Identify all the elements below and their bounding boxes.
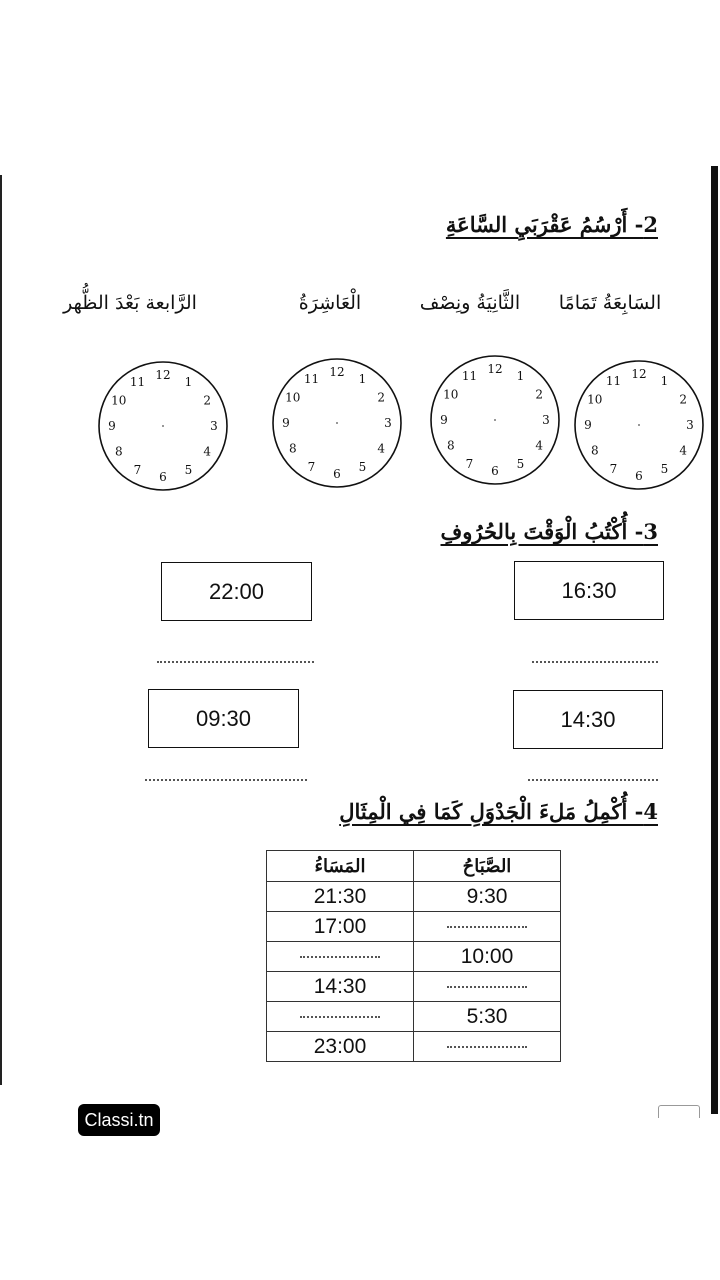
header-evening: المَسَاءُ: [267, 851, 414, 882]
brand-logo: Classi.tn: [78, 1104, 160, 1136]
clock-label-2: الثَّانِيَةُ ونِصْف: [419, 292, 521, 314]
blank-morning-cell[interactable]: [414, 972, 561, 1002]
clock-label-1: السَابِعَةُ تَمَامًا: [558, 292, 662, 314]
clock-number: 3: [384, 416, 392, 430]
cell-morning: 9:30: [414, 882, 561, 912]
answer-dots: [447, 926, 527, 928]
clock-number: 6: [333, 467, 341, 481]
table-row: [267, 882, 561, 912]
cell-evening: 14:30: [267, 972, 414, 1002]
clock-center: [336, 422, 338, 424]
clock-number: 1: [516, 368, 525, 383]
cell-evening: 21:30: [267, 882, 414, 912]
clock-number: 9: [440, 413, 448, 427]
clock-number: 12: [155, 368, 171, 382]
clock-number: 4: [679, 443, 688, 458]
table-row: [267, 1002, 561, 1032]
clock-center: [638, 424, 640, 426]
clock-number: 12: [631, 367, 647, 381]
clock-number: 5: [358, 460, 367, 475]
cell-evening: 23:00: [267, 1032, 414, 1062]
blank-evening-cell[interactable]: [267, 1002, 414, 1032]
clock-number: 4: [203, 444, 212, 459]
clock-number: 8: [114, 444, 123, 459]
answer-line-2[interactable]: [157, 661, 314, 663]
blank-evening-cell[interactable]: [267, 942, 414, 972]
clock-number: 1: [184, 374, 193, 389]
answer-line-4[interactable]: [145, 779, 307, 781]
clock-number: 1: [660, 373, 669, 388]
clock-number: 11: [129, 374, 146, 389]
clock-number: 4: [377, 441, 386, 456]
clock-number: 7: [609, 462, 618, 477]
clock-number: 8: [446, 438, 455, 453]
answer-dots: [447, 986, 527, 988]
clock-face-1[interactable]: [572, 358, 706, 496]
clock-center: [162, 425, 164, 427]
time-table: [266, 850, 561, 1062]
clock-number: 7: [133, 463, 142, 478]
clock-number: 9: [584, 418, 592, 432]
page-edge-right: [711, 166, 718, 1114]
blank-morning-cell[interactable]: [414, 1032, 561, 1062]
clock-number: 10: [111, 393, 127, 408]
time-box-1: 16:30: [514, 561, 664, 620]
table-row: [267, 1032, 561, 1062]
clock-number: 9: [282, 416, 290, 430]
table-row: [267, 972, 561, 1002]
clock-number: 10: [285, 390, 301, 405]
clock-number: 11: [461, 368, 478, 383]
clock-number: 5: [660, 462, 669, 477]
clock-number: 2: [535, 387, 544, 402]
clock-number: 12: [329, 365, 345, 379]
clock-number: 6: [635, 469, 643, 483]
clock-number: 6: [159, 470, 167, 484]
answer-dots: [447, 1046, 527, 1048]
time-box-3: 14:30: [513, 690, 663, 749]
clock-number: 3: [686, 418, 694, 432]
clock-number: 5: [516, 457, 525, 472]
section2-title: 2- أَرْسُمُ عَقْرَبَيِ السَّاعَةِ: [445, 212, 658, 237]
cell-evening: 17:00: [267, 912, 414, 942]
answer-line-1[interactable]: [532, 661, 658, 663]
section4-title: 4- أُكْمِلُ مَلءَ الْجَدْوَلِ كَمَا فِي الْمِثَالِ: [339, 799, 658, 824]
blank-morning-cell[interactable]: [414, 912, 561, 942]
clock-number: 10: [587, 392, 603, 407]
table-row: [267, 912, 561, 942]
cell-morning: 5:30: [414, 1002, 561, 1032]
header-morning: الصَّبَاحُ: [414, 851, 561, 882]
clock-number: 9: [108, 419, 116, 433]
section3-title: 3- أُكْتُبُ الْوَقْتَ بِالحُرُوفِ: [440, 519, 658, 544]
clock-number: 11: [605, 373, 622, 388]
clock-number: 7: [465, 457, 474, 472]
clock-number: 1: [358, 371, 367, 386]
clock-number: 2: [203, 393, 212, 408]
answer-line-3[interactable]: [528, 779, 658, 781]
clock-number: 10: [443, 387, 459, 402]
answer-dots: [300, 956, 380, 958]
time-box-4: 09:30: [148, 689, 299, 748]
clock-number: 7: [307, 460, 316, 475]
clock-center: [494, 419, 496, 421]
clock-number: 3: [210, 419, 218, 433]
clock-number: 11: [303, 371, 320, 386]
cell-morning: 10:00: [414, 942, 561, 972]
clock-number: 5: [184, 463, 193, 478]
clock-number: 8: [590, 443, 599, 458]
table-row: [267, 942, 561, 972]
page-number-tab: [658, 1105, 700, 1118]
clock-number: 2: [377, 390, 386, 405]
clock-number: 4: [535, 438, 544, 453]
clock-number: 12: [487, 362, 503, 376]
clock-number: 3: [542, 413, 550, 427]
clock-number: 2: [679, 392, 688, 407]
clock-number: 6: [491, 464, 499, 478]
answer-dots: [300, 1016, 380, 1018]
clock-label-4: الرَّابعة بَعْدَ الظُّهر: [63, 292, 197, 314]
clock-face-3[interactable]: [270, 356, 404, 494]
time-box-2: 22:00: [161, 562, 312, 621]
clock-face-2[interactable]: [428, 353, 562, 491]
clock-number: 8: [288, 441, 297, 456]
page-edge-left: [0, 175, 2, 1085]
clock-label-3: الْعَاشِرَةُ: [298, 292, 362, 314]
clock-face-4[interactable]: [96, 359, 230, 497]
